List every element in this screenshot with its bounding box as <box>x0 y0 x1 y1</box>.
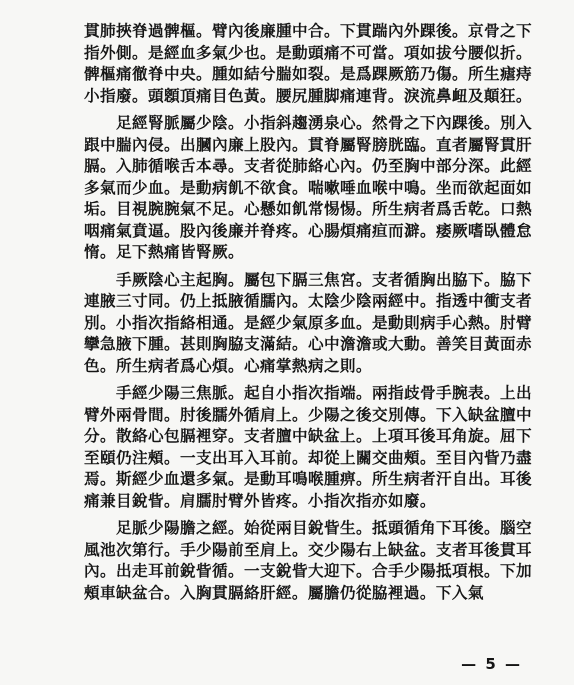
page-number: — 5 — <box>461 655 522 673</box>
paragraph-kidney-meridian: 足經腎脈屬少陰。小指斜趨湧泉心。然骨之下內踝後。別入跟中腨內侵。出膕內廉上股內。貫脊屬腎膀胱臨。直者屬腎貫肝膈。入肺循喉舌本尋。支者從肺絡心內。仍至胸中部分深。此經多氣而少血。是動病飢不欲食。喘嗽唾血喉中鳴。坐而欲起面如垢。目視腕腕氣不足。心懸如飢常惕惕。所生病者爲舌乾。口熱咽痛氣賁逼。股內後廉并脊疼。心腸煩痛疸而澼。痿厥嗜臥體怠惰。足下熱痛皆腎厥。 <box>84 113 532 261</box>
paragraph-pericardium-meridian: 手厥陰心主起胸。屬包下膈三焦宮。支者循胸出脇下。脇下連腋三寸同。仍上抵腋循臑內。太陰少陰兩經中。指透中衝支者別。小指次指絡相通。是經少氣原多血。是動則病手心熱。肘臂攣急腋下腫。甚則胸脇支滿結。心中澹澹或大動。善笑目黃面赤色。所生病者爲心煩。心痛掌熱病之則。 <box>84 269 532 375</box>
document-body <box>84 20 532 609</box>
paragraph-bladder-meridian-end: 貫肺挾脊過髀樞。臂內後廉腫中合。下貫踹內外踝後。京骨之下指外側。是經血多氣少也。是動頭痛不可當。項如拔兮腰似折。髀樞痛徹脊中央。腫如結兮腨如裂。是爲踝厥筋乃傷。所生瘧痔小指廢。頭顖頂痛目色黃。腰尻腫脚痛連背。淚流鼻衄及顛狂。 <box>84 21 532 105</box>
paragraph-triple-burner-meridian: 手經少陽三焦脈。起自小指次指端。兩指歧骨手腕表。上出臂外兩骨間。肘後臑外循肩上。少陽之後交別傳。下入缺盆膻中分。散絡心包膈裡穿。支者膻中缺盆上。上項耳後耳角旋。屈下至頤仍注頰。一支出耳入耳前。却從上關交曲頰。至目內眥乃盡焉。斯經少血還多氣。是動耳鳴喉腫痹。所生病者汗自出。耳後痛兼目銳眥。肩臑肘臂外皆疼。小指次指亦如廢。 <box>84 383 532 510</box>
paragraph-gallbladder-meridian: 足脈少陽膽之經。始從兩目銳眥生。抵頭循角下耳後。腦空風池次第行。手少陽前至肩上。交少陽右上缺盆。支者耳後貫耳內。出走耳前銳眥循。一支銳眥大迎下。合手少陽抵項根。下加頰車缺盆合。入胸貫膈絡肝經。屬膽仍從脇裡過。下入氣 <box>84 518 532 602</box>
